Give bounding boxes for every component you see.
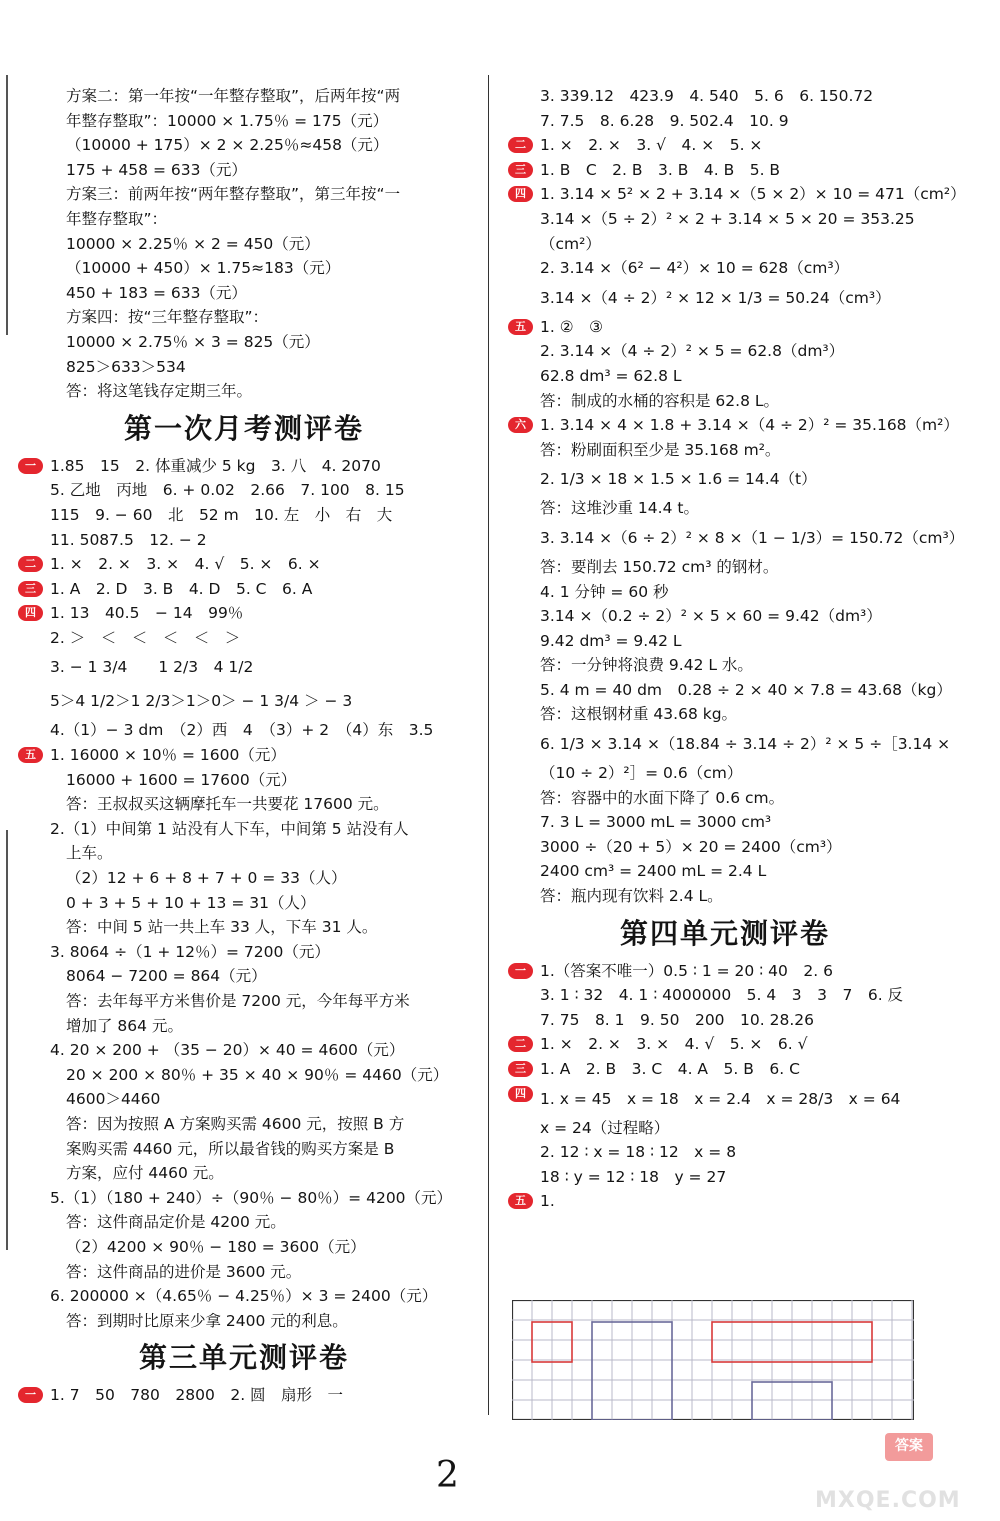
answer-line (20, 1260, 468, 1285)
answer-line (510, 315, 940, 340)
page-number: 2 (436, 1455, 459, 1496)
answer-text: （2）4200 × 90％ − 180 = 3600（元） (66, 1237, 366, 1256)
section-number-badge: 三 (508, 1061, 533, 1077)
answer-text: 18 ∶ y = 12 ∶ 18 y = 27 (540, 1167, 727, 1186)
answer-line (510, 959, 940, 984)
answer-text: 答：中间 5 站一共上车 33 人，下车 31 人。 (66, 918, 378, 937)
answer-line (20, 940, 468, 965)
answer-text: 6. 1/3 × 3.14 ×（18.84 ÷ 3.14 ÷ 2）² × 5 ÷［3.14 × (540, 735, 951, 754)
answer-line (20, 1210, 468, 1235)
answer-text: 3.14 ×（4 ÷ 2）² × 12 × 1/3 = 50.24（cm³） (540, 288, 891, 307)
answer-text: 2. 1/3 × 18 × 1.5 × 1.6 = 14.4（t） (540, 470, 817, 489)
answer-text: 62.8 dm³ = 62.8 L (540, 366, 682, 385)
answer-text: x = 24（过程略） (540, 1118, 670, 1137)
answer-text: 450 + 183 = 633（元） (66, 283, 247, 302)
answer-line (510, 1140, 940, 1165)
section-number-badge: 一 (508, 963, 533, 979)
answer-line (20, 133, 468, 158)
answer-text: 3. 3.14 ×（6 ÷ 2）² × 8 ×（1 − 1/3）= 150.72（cm³） (540, 528, 965, 547)
answer-line (20, 503, 468, 528)
answer-line (510, 496, 940, 521)
answer-text: 方案，应付 4460 元。 (66, 1164, 224, 1183)
answer-line (20, 817, 468, 842)
answer-text: 答：将这笔钱存定期三年。 (66, 382, 253, 401)
section-number-badge: 六 (508, 417, 533, 433)
answer-text: （10000 + 450）× 1.75≈183（元） (66, 259, 341, 278)
answer-text: 1. ② ③ (540, 317, 604, 336)
answer-line (20, 478, 468, 503)
section-number-badge: 四 (508, 1086, 533, 1102)
answer-line (20, 454, 468, 479)
section-title: 第一次月考测评卷 (123, 411, 364, 445)
section-number-badge: 五 (18, 747, 43, 763)
answer-line (20, 1087, 468, 1112)
answer-text: 上车。 (66, 844, 113, 863)
answer-text: 1. × 2. × 3. √ 4. × 5. × (540, 136, 763, 155)
answer-text: 3. 339.12 423.9 4. 540 5. 6 6. 150.72 (540, 87, 874, 105)
answer-text: 1. 13 40.5 − 14 99％ (50, 604, 244, 623)
answer-text: 答：这件商品定价是 4200 元。 (66, 1213, 286, 1232)
answer-line (510, 555, 940, 580)
answer-line (20, 1063, 468, 1088)
answer-text: 3000 ÷（20 + 5）× 20 = 2400（cm³） (540, 837, 842, 856)
section-title: 第四单元测评卷 (619, 916, 830, 950)
section-number-badge: 二 (508, 137, 533, 153)
answer-text: 6. 200000 ×（4.65％ − 4.25％）× 3 = 2400（元） (50, 1287, 438, 1306)
answer-text: 3.14 ×（5 ÷ 2）² × 2 + 3.14 × 5 × 20 = 353.25 (540, 209, 915, 228)
answer-line (510, 786, 940, 811)
answer-text: 答：这堆沙重 14.4 t。 (540, 499, 699, 518)
answer-text: 5.（1）（180 + 240）÷（90％ − 80％）= 4200（元） (50, 1188, 453, 1207)
answer-line (510, 653, 940, 678)
answer-text: 7. 7.5 8. 6.28 9. 502.4 10. 9 (540, 111, 789, 130)
answer-line (20, 650, 468, 684)
answer-line (510, 604, 940, 629)
answer-line (20, 841, 468, 866)
answer-line (510, 1165, 940, 1190)
answer-text: 4. 20 × 200 + （35 − 20）× 40 = 4600（元） (50, 1041, 405, 1060)
answer-text: 3.14 ×（0.2 ÷ 2）² × 5 × 60 = 9.42（dm³） (540, 607, 882, 626)
answer-text: 2. 3.14 ×（6² − 4²）× 10 = 628（cm³） (540, 259, 850, 278)
answer-line (20, 964, 468, 989)
binding-edge-line (6, 75, 8, 335)
answer-line (20, 684, 468, 718)
answer-text: 10000 × 2.75％ × 3 = 825（元） (66, 332, 320, 351)
answer-text: 答：粉刷面积至少是 35.168 m²。 (540, 440, 781, 459)
answer-line (20, 1112, 468, 1137)
answer-text: 答：瓶内现有饮料 2.4 L。 (540, 887, 723, 906)
answer-line (20, 577, 468, 602)
answer-line (510, 678, 952, 703)
answer-line (510, 207, 940, 232)
answer-line (510, 810, 940, 835)
answer-text: 答：容器中的水面下降了 0.6 cm。 (540, 788, 785, 807)
answer-line (510, 182, 966, 207)
answer-text: 案购买需 4460 元，所以最省钱的购买方案是 B (66, 1139, 395, 1158)
section-number-badge: 四 (508, 186, 533, 202)
answer-line (20, 768, 468, 793)
answer-line (510, 256, 940, 281)
answer-line (20, 792, 468, 817)
answer-line (510, 1032, 940, 1057)
watermark (815, 1425, 995, 1515)
answer-line (20, 1038, 468, 1063)
answer-line (510, 1189, 940, 1214)
answer-line (510, 1082, 940, 1116)
answer-line (510, 1057, 940, 1082)
answer-line (20, 891, 468, 916)
answer-text: 5. 乙地 丙地 6. + 0.02 2.66 7. 100 8. 15 (50, 481, 405, 500)
answer-text: 2.（1）中间第 1 站没有人下车，中间第 5 站没有人 (50, 819, 409, 838)
answer-text: 115 9. − 60 北 52 m 10. 左 小 右 大 (50, 505, 393, 524)
answer-text: 1. × 2. × 3. × 4. √ 5. × 6. × (50, 555, 321, 574)
answer-line (20, 601, 468, 626)
answer-text: （10 ÷ 2）²］= 0.6（cm） (540, 764, 743, 783)
answer-text: 答：到期时比原来少拿 2400 元的利息。 (66, 1311, 348, 1330)
answer-text: 5. 4 m = 40 dm 0.28 ÷ 2 × 40 × 7.8 = 43.68（kg） (540, 680, 952, 699)
answer-line (510, 462, 940, 496)
watermark-logo: 答案 (885, 1433, 933, 1461)
binding-edge-line (6, 830, 8, 1250)
answer-text: 答：要削去 150.72 cm³ 的钢材。 (540, 557, 779, 576)
answer-line (510, 727, 951, 761)
answer-line (510, 983, 940, 1008)
section-number-badge: 三 (508, 162, 533, 178)
answer-line (510, 1116, 940, 1141)
answer-text: 3. 8064 ÷（1 + 12％）= 7200（元） (50, 942, 330, 961)
section-number-badge: 五 (508, 319, 533, 335)
answer-text: 5＞4 1/2＞1 2/3＞1＞0＞ − 1 3/4 ＞ − 3 (50, 692, 353, 711)
answer-line (20, 1161, 468, 1186)
answer-line (20, 1137, 468, 1162)
answer-line (20, 182, 468, 207)
answer-line (510, 109, 940, 134)
answer-text: 方案四：按“三年整存整取”： (66, 308, 269, 327)
answer-text: 答：这根钢材重 43.68 kg。 (540, 705, 738, 724)
answer-text: 方案二：第一年按“一年整存整取”，后两年按“两 (66, 87, 401, 105)
answer-text: 1. x = 45 x = 18 x = 2.4 x = 28/3 x = 64 (540, 1089, 901, 1108)
answer-line (20, 743, 468, 768)
answer-text: 1.（答案不唯一）0.5 ∶ 1 = 20 ∶ 40 2. 6 (540, 961, 833, 980)
answer-text: 1. (540, 1192, 555, 1211)
answer-text: 1. B C 2. B 3. B 4. B 5. B (540, 160, 781, 179)
answer-line (20, 1383, 468, 1408)
answer-line (20, 1235, 468, 1260)
answer-line (510, 761, 940, 786)
answer-line (20, 281, 468, 306)
answer-line (510, 339, 940, 364)
answer-line (20, 84, 468, 109)
answer-line (20, 626, 468, 651)
answer-line (20, 355, 468, 380)
answer-text: 答：一分钟将浪费 9.42 L 水。 (540, 656, 753, 675)
answer-text: 4600＞4460 (66, 1090, 161, 1109)
grid-drawing (512, 1300, 914, 1420)
answer-line (510, 521, 965, 555)
answer-text: 答：这件商品的进价是 3600 元。 (66, 1262, 302, 1281)
answer-line (20, 330, 468, 355)
section-number-badge: 二 (508, 1036, 533, 1052)
column-divider (488, 75, 489, 1415)
answer-line (20, 109, 468, 134)
answer-line (20, 866, 468, 891)
answer-text: （2）12 + 6 + 8 + 7 + 0 = 33（人） (66, 869, 347, 888)
section-number-badge: 四 (18, 605, 43, 621)
answer-text: 答：王叔叔买这辆摩托车一共要花 17600 元。 (66, 795, 389, 814)
watermark-text: MXQE.COM (815, 1488, 961, 1513)
answer-line (20, 718, 468, 743)
answer-line (20, 915, 468, 940)
answer-line (20, 1309, 468, 1334)
answer-text: 4. 1 分钟 = 60 秒 (540, 582, 669, 601)
answer-text: 1. 7 50 780 2800 2. 圆 扇形 一 (50, 1386, 344, 1405)
answer-text: 1. × 2. × 3. × 4. √ 5. × 6. √ (540, 1035, 808, 1054)
answer-line (510, 232, 940, 257)
answer-text: 16000 + 1600 = 17600（元） (66, 770, 297, 789)
answer-text: 答：去年每平方米售价是 7200 元，今年每平方米 (66, 992, 410, 1010)
answer-text: 年整存整取”：10000 × 1.75％ = 175（元） (66, 111, 389, 130)
answer-line (20, 379, 468, 404)
answer-text: 3. 1 ∶ 32 4. 1 ∶ 4000000 5. 4 3 3 7 6. 反 (540, 986, 904, 1005)
answer-text: 4.（1）− 3 dm （2）西 4 （3）+ 2 （4）东 3.5 (50, 721, 434, 740)
section-number-badge: 一 (18, 1387, 43, 1403)
answer-line (510, 158, 940, 183)
answer-text: 2. 3.14 ×（4 ÷ 2）² × 5 = 62.8（dm³） (540, 342, 845, 361)
answer-text: （cm²） (540, 234, 601, 253)
answer-line (510, 859, 940, 884)
answer-line (510, 413, 959, 438)
answer-line (20, 207, 468, 232)
answer-text: 1. 16000 × 10％ = 1600（元） (50, 746, 286, 765)
section-title: 第三单元测评卷 (138, 1341, 349, 1375)
answer-text: 20 × 200 × 80％ + 35 × 40 × 90％ = 4460（元） (66, 1065, 449, 1084)
answer-text: 增加了 864 元。 (66, 1016, 183, 1035)
answer-text: 1. A 2. D 3. B 4. D 5. C 6. A (50, 579, 313, 598)
answer-text: 答：制成的水桶的容积是 62.8 L。 (540, 391, 780, 410)
answer-line (510, 281, 940, 315)
answer-text: 3. − 1 3/4 1 2/3 4 1/2 (50, 658, 254, 677)
answer-text: 175 + 458 = 633（元） (66, 160, 247, 179)
answer-line (510, 364, 940, 389)
answer-text: 方案三：前两年按“两年整存整取”，第三年按“一 (66, 185, 401, 204)
answer-text: 年整存整取”： (66, 209, 168, 228)
answer-line (510, 702, 940, 727)
answer-line (20, 528, 468, 553)
answer-line (20, 1014, 468, 1039)
answer-line (20, 1186, 468, 1211)
answer-line (510, 629, 940, 654)
answer-line (20, 256, 468, 281)
answer-text: 10000 × 2.25％ × 2 = 450（元） (66, 234, 320, 253)
answer-line (20, 989, 468, 1014)
answer-line (510, 438, 940, 463)
answer-line (20, 158, 468, 183)
answer-text: 2. 12 ∶ x = 18 ∶ 12 x = 8 (540, 1143, 737, 1162)
answer-line (510, 133, 940, 158)
right-column (510, 84, 966, 1214)
answer-text: 1. A 2. B 3. C 4. A 5. B 6. C (540, 1060, 800, 1078)
section-number-badge: 五 (508, 1193, 533, 1209)
section-number-badge: 一 (18, 458, 43, 474)
answer-text: 11. 5087.5 12. − 2 (50, 530, 207, 549)
answer-text: 9.42 dm³ = 9.42 L (540, 631, 682, 650)
answer-line (20, 232, 468, 257)
left-column (20, 84, 468, 1408)
answer-text: 0 + 3 + 5 + 10 + 13 = 31（人） (66, 893, 316, 912)
section-number-badge: 二 (18, 556, 43, 572)
answer-text: 7. 3 L = 3000 mL = 3000 cm³ (540, 813, 772, 832)
answer-grid-figure (512, 1300, 914, 1420)
answer-line (510, 580, 940, 605)
answer-text: 825＞633＞534 (66, 357, 186, 376)
answer-line (510, 1008, 940, 1033)
answer-text: 2. ＞ ＜ ＜ ＜ ＜ ＞ (50, 628, 241, 647)
answer-text: 8064 − 7200 = 864（元） (66, 967, 267, 986)
answer-text: 1. 3.14 × 4 × 1.8 + 3.14 ×（4 ÷ 2）² = 35.168（m²） (540, 416, 959, 435)
answer-line (20, 1284, 468, 1309)
answer-text: 1.85 15 2. 体重减少 5 kg 3. 八 4. 2070 (50, 456, 381, 475)
answer-line (510, 884, 940, 909)
answer-text: 1. 3.14 × 5² × 2 + 3.14 ×（5 × 2）× 10 = 471（cm²） (540, 185, 966, 204)
answer-line (510, 84, 940, 109)
answer-line (510, 835, 940, 860)
answer-line (20, 305, 468, 330)
answer-line (20, 552, 468, 577)
answer-text: 答：因为按照 A 方案购买需 4600 元，按照 B 方 (66, 1114, 405, 1133)
answer-text: 2400 cm³ = 2400 mL = 2.4 L (540, 862, 767, 881)
answer-line (510, 389, 940, 414)
answer-text: （10000 + 175）× 2 × 2.25％≈458（元） (66, 136, 389, 155)
answer-text: 7. 75 8. 1 9. 50 200 10. 28.26 (540, 1010, 814, 1029)
section-number-badge: 三 (18, 581, 43, 597)
